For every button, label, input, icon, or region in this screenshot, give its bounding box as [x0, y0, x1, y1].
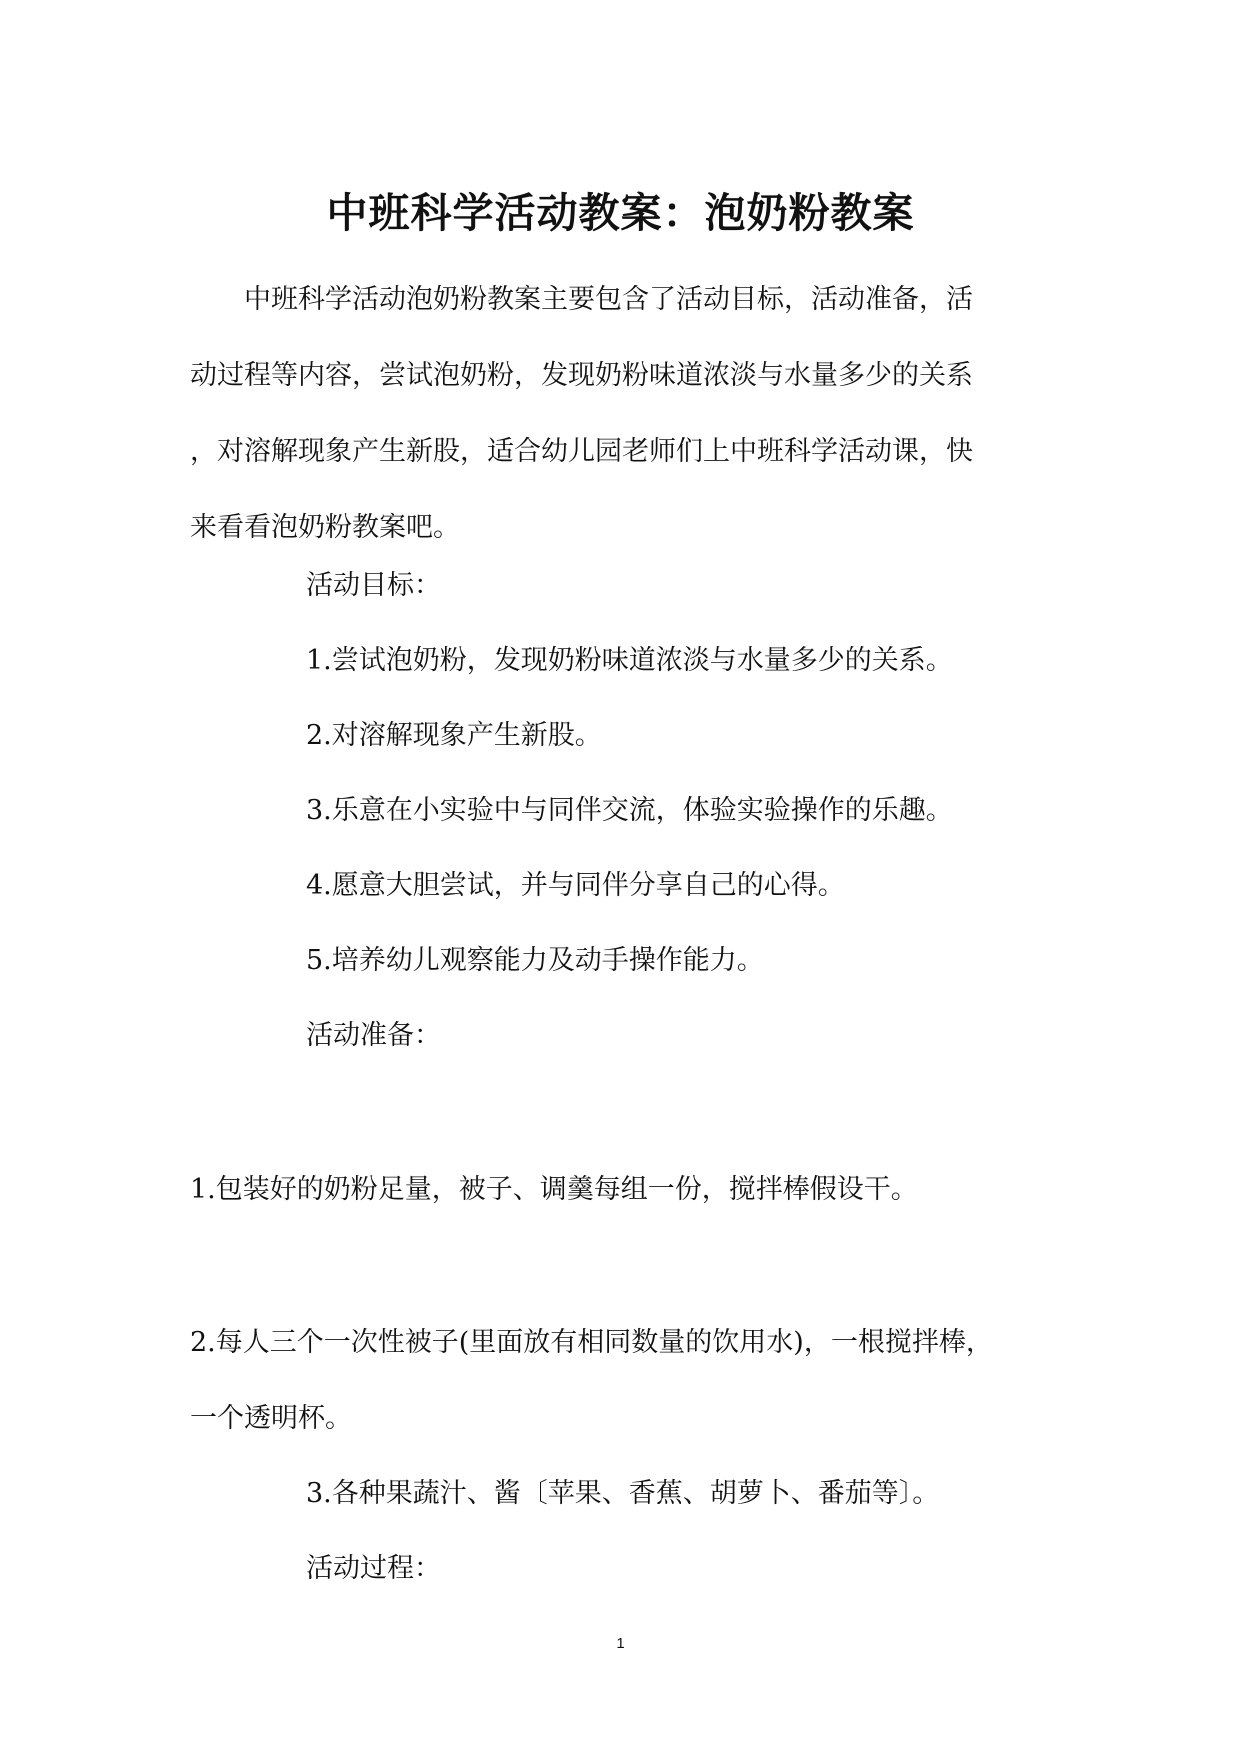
intro-line: ，对溶解现象产生新股，适合幼儿园老师们上中班科学活动课，快 — [190, 436, 973, 467]
document-title: 中班科学活动教案：泡奶粉教案 — [326, 189, 915, 238]
goals-heading: 活动目标： — [306, 570, 441, 601]
goal-item: 2.对溶解现象产生新股。 — [306, 720, 602, 751]
goal-item: 1.尝试泡奶粉，发现奶粉味道浓淡与水量多少的关系。 — [306, 645, 953, 676]
process-heading: 活动过程： — [306, 1553, 441, 1584]
prep-item: 1.包装好的奶粉足量，被子、调羹每组一份，搅拌棒假设干。 — [190, 1174, 918, 1205]
intro-line: 动过程等内容，尝试泡奶粉，发现奶粉味道浓淡与水量多少的关系 — [190, 360, 973, 391]
prep-item: 2.每人三个一次性被子(里面放有相同数量的饮用水)，一根搅拌棒， — [190, 1327, 993, 1358]
prep-item: 3.各种果蔬汁、酱〔苹果、香蕉、胡萝卜、番茄等〕。 — [306, 1478, 940, 1509]
intro-paragraph — [190, 262, 1040, 566]
intro-line: 中班科学活动泡奶粉教案主要包含了活动目标，活动准备，活 — [244, 284, 973, 315]
intro-line: 来看看泡奶粉教案吧。 — [190, 512, 460, 543]
prep-item-continuation: 一个透明杯。 — [190, 1403, 352, 1434]
prep-heading: 活动准备： — [306, 1020, 441, 1051]
goal-item: 3.乐意在小实验中与同伴交流，体验实验操作的乐趣。 — [306, 795, 953, 826]
goal-item: 5.培养幼儿观察能力及动手操作能力。 — [306, 945, 764, 976]
page-number: 1 — [616, 1635, 625, 1652]
goal-item: 4.愿意大胆尝试，并与同伴分享自己的心得。 — [306, 870, 845, 901]
